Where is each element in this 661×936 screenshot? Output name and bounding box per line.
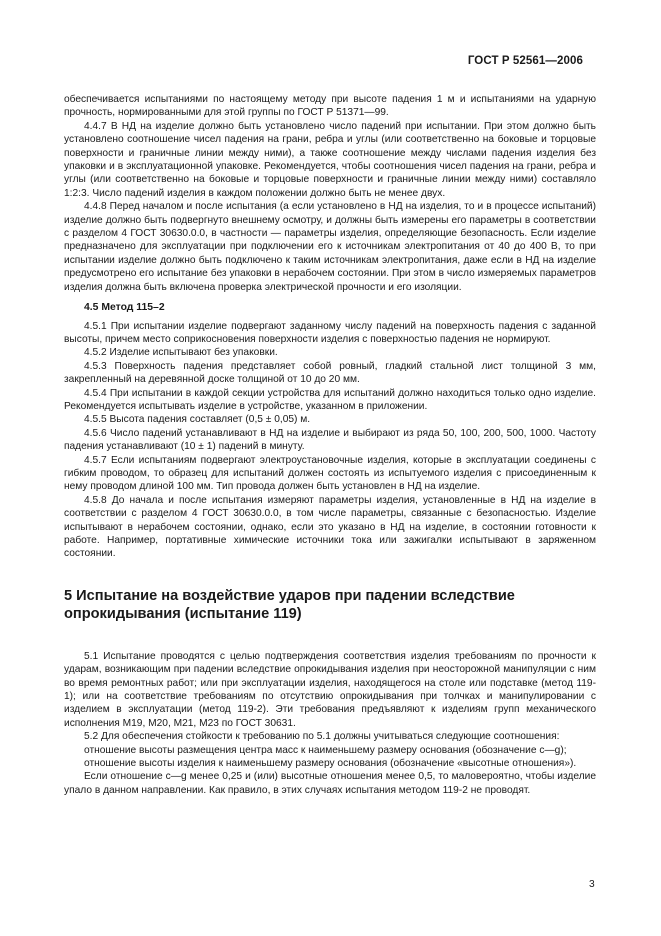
paragraph: Если отношение с—g менее 0,25 и (или) высотные отношения менее 0,5, то маловероятно, чтобы изделие упало в данном направлении. Как правило, в этих случаях испытания методом 119-2 не проводят. — [64, 771, 596, 796]
paragraph: 4.5.3 Поверхность падения представляет собой ровный, гладкий стальной лист толщиной 3 мм, закрепленный на деревянной доске толщиной от 10 до 20 мм. — [64, 360, 596, 386]
section-title: 5 Испытание на воздействие ударов при падении вследствие опрокидывания (испытание 119) — [64, 587, 515, 622]
paragraph: 4.5.8 До начала и после испытания измеряют параметры изделия, установленные в НД на изделие в соответствии с разделом 4 ГОСТ 30630.0.0, в том числе параметры, связанные с безопасностью. Изделие испытывают в нерабочем состоянии, однако, если это указано в НД на изделие, в состоянии готовности к работе. Например, портативные химические источники тока или зажигалки испытывают в заряженном состоянии. — [64, 494, 596, 560]
paragraph: 4.5.5 Высота падения составляет (0,5 ± 0,05) м. — [84, 414, 311, 426]
paragraph: отношение высоты размещения центра масс к наименьшему размеру основания (обозначение с—g); — [84, 744, 567, 756]
subsection-title: 4.5 Метод 115–2 — [84, 302, 165, 314]
paragraph: 4.5.4 При испытании в каждой секции устройства для испытаний должно находиться только одно изделие. Рекомендуется испытывать изделие в устройстве, указанном в приложении. — [64, 387, 596, 412]
standard-header: ГОСТ Р 52561—2006 — [467, 55, 583, 67]
paragraph: 4.4.8 Перед началом и после испытания (а если установлено в НД на изделия, то и в процессе испытаний) изделие должно быть подвергнуто внешнему осмотру, и должны быть измерены его параметры в соответствии с разделом 4 ГОСТ 30630.0.0, в частности — параметры изделия, определяющие безопасность. Если изделие предназначено для эксплуатации при подключении его к источникам электропитания от 40 до 400 В, то при испытании изделие должно быть подключено к таким источникам электропитания, даже если в НД на изделие предусмотрено его испытание без упаковки в нерабочем состоянии. При этом в число измеряемых параметров изделия должна быть включена проверка электрической прочности и его изоляции. — [64, 201, 596, 293]
paragraph: 5.1 Испытание проводятся с целью подтверждения соответствия изделия требованиям по прочности к ударам, возникающим при падении вследствие опрокидывания изделия при неосторожной манипуляции с ним во время ремонтных работ; или при эксплуатации изделия, находящегося на столе или подставке (метод 119-1); или на соответствие требованиям по отсутствию опрокидывания при толчках и манипулировании с изделием в эксплуатации (метод 119-2). Эти требования предъявляют к изделиям групп механического исполнения М19, М20, М21, М23 по ГОСТ 30631. — [64, 650, 596, 729]
paragraph: отношение высоты изделия к наименьшему размеру основания (обозначение «высотные отношения»). — [84, 758, 577, 770]
paragraph: 4.5.6 Число падений устанавливают в НД на изделие и выбирают из ряда 50, 100, 200, 500, 1000. Частоту падения устанавливают (10 ± 1) падений в минуту. — [64, 427, 596, 453]
document-body — [64, 93, 596, 797]
paragraph: 4.5.2 Изделие испытывают без упаковки. — [84, 347, 278, 359]
paragraph: 4.4.7 В НД на изделие должно быть установлено число падений при испытании. При этом должно быть установлено соотношение чисел падения на грани, ребра и углы (или соответственно на боковые и торцовые поверхности и граничные линии между ними), а также соотношение между числами падения изделия без упаковки и в эксплуатационной упаковке. Рекомендуется, чтобы соотношения чисел падения на грани, ребра и углы (или соответственно на боковые и торцовые поверхности и граничные линии между ними) составляло 1:2:3. Число падений изделия в каждом положении должно быть не менее двух. — [64, 120, 596, 199]
paragraph: 4.5.1 При испытании изделие подвергают заданному числу падений на поверхность падения с заданной высоты, причем место соприкосновения поверхности изделия с поверхностью падения не нормируют. — [64, 320, 596, 345]
paragraph: 5.2 Для обеспечения стойкости к требованию по 5.1 должны учитываться следующие соотношения: — [84, 731, 560, 743]
page-number: 3 — [589, 879, 595, 890]
paragraph: обеспечивается испытаниями по настоящему методу при высоте падения 1 м и испытаниями на ударную прочность, нормированными для этой группы по ГОСТ Р 51371—99. — [64, 94, 596, 119]
paragraph: 4.5.7 Если испытаниям подвергают электроустановочные изделия, которые в эксплуатации соединены с гибким проводом, то образец для испытаний должен состоять из испытуемого изделия с присоединенным к нему проводом длиной 100 мм. Тип провода должен быть установлен в НД на изделие. — [64, 454, 596, 493]
